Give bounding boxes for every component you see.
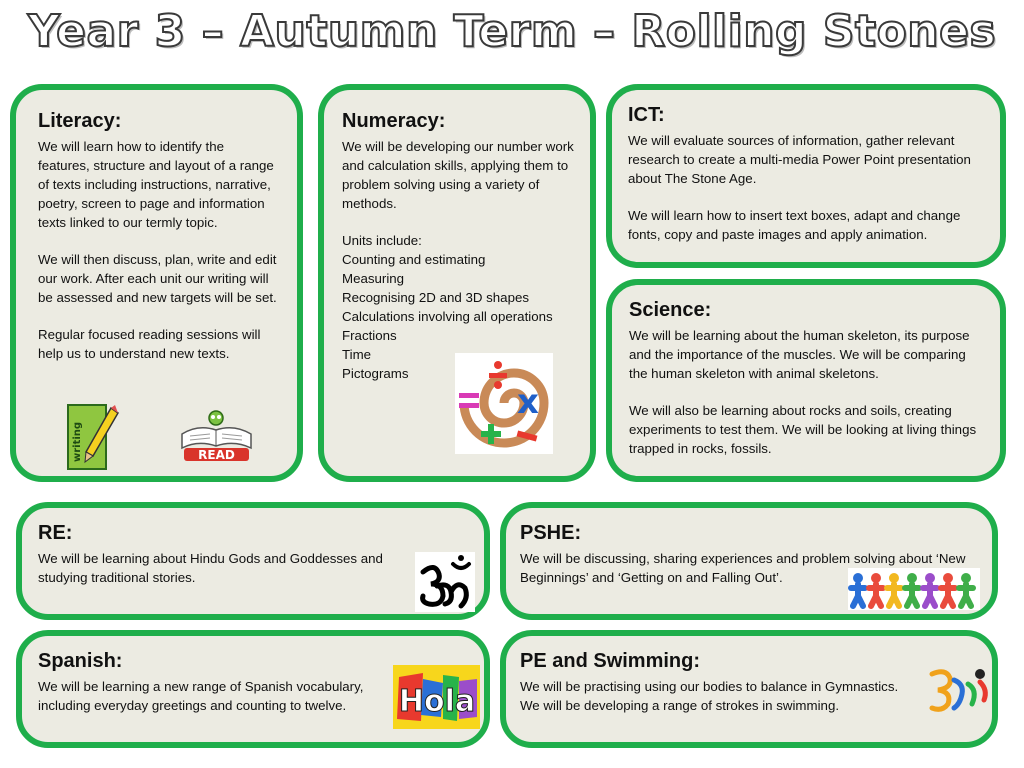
- literacy-paragraph-1: We will learn how to identify the features, structure and layout of a range of texts including instructions, narrative, poetry, screen to page and information texts linked to our termly topic.: [38, 139, 274, 230]
- people-figures-image: [848, 568, 980, 610]
- writing-label: writing: [72, 421, 83, 462]
- pe-heading: PE and Swimming:: [520, 650, 701, 672]
- re-heading: RE:: [38, 522, 73, 544]
- spanish-paragraph-1: We will be learning a new range of Spanish vocabulary, including everyday greetings and counting to twelve.: [38, 679, 364, 713]
- literacy-panel: [10, 84, 303, 482]
- svg-text:x: x: [517, 382, 539, 422]
- ict-paragraph-1: We will evaluate sources of information, gather relevant research to create a multi-media Power Point presentation about The Stone Age.: [628, 133, 971, 186]
- pshe-heading: PSHE:: [520, 522, 582, 544]
- read-label: READ: [198, 448, 235, 462]
- ict-panel: [606, 84, 1006, 268]
- science-heading: Science:: [629, 299, 712, 321]
- numeracy-paragraph-1: We will be developing our number work and calculation skills, applying them to problem solving using a variety of methods.: [342, 139, 574, 211]
- ict-paragraph-2: We will learn how to insert text boxes, adapt and change fonts, copy and paste images and apply animation.: [628, 208, 961, 242]
- literacy-paragraph-3: Regular focused reading sessions will help us to understand new texts.: [38, 327, 261, 361]
- writing-pencil-image: [67, 404, 119, 470]
- om-symbol-image: [415, 552, 475, 612]
- list-item: Pictograms: [342, 366, 409, 381]
- science-panel: [606, 279, 1006, 482]
- numeracy-heading: Numeracy:: [342, 110, 446, 132]
- pe-paragraph-2: We will be developing a range of strokes in swimming.: [520, 698, 840, 713]
- pe-swimming-panel: [500, 630, 998, 748]
- read-book-image: [178, 408, 255, 462]
- list-item: Fractions: [342, 328, 397, 343]
- hola-image: [393, 665, 480, 729]
- numeracy-units-intro: Units include:: [342, 233, 422, 248]
- page-title: Year 3 – Autumn Term – Rolling Stones: [27, 6, 997, 57]
- pshe-paragraph-1: We will be discussing, sharing experiences and problem solving about ‘New Beginnings’ and ‘Getting on and Falling Out’.: [520, 551, 966, 585]
- science-paragraph-2: We will also be learning about rocks and soils, creating experiments to test them. We will be looking at living things trapped in rocks, fossils.: [629, 403, 977, 456]
- pe-paragraph-1: We will be practising using our bodies to balance in Gymnastics.: [520, 679, 899, 694]
- list-item: Time: [342, 347, 372, 362]
- maths-symbols-image: [455, 353, 553, 454]
- hola-label: Hola: [398, 684, 476, 719]
- list-item: Measuring: [342, 271, 405, 286]
- list-item: Counting and estimating: [342, 252, 486, 267]
- literacy-paragraph-2: We will then discuss, plan, write and edit our work. After each unit our writing will be assessed and new targets will be set.: [38, 252, 277, 305]
- list-item: Recognising 2D and 3D shapes: [342, 290, 530, 305]
- literacy-heading: Literacy:: [38, 110, 122, 132]
- science-paragraph-1: We will be learning about the human skeleton, its purpose and the importance of the muscles. We will be comparing the human skeleton with animal skeletons.: [629, 328, 970, 381]
- list-item: Calculations involving all operations: [342, 309, 553, 324]
- sports-logo-image: [928, 664, 994, 714]
- spanish-heading: Spanish:: [38, 650, 123, 672]
- ict-heading: ICT:: [628, 104, 665, 126]
- re-paragraph-1: We will be learning about Hindu Gods and Goddesses and studying traditional stories.: [38, 551, 383, 585]
